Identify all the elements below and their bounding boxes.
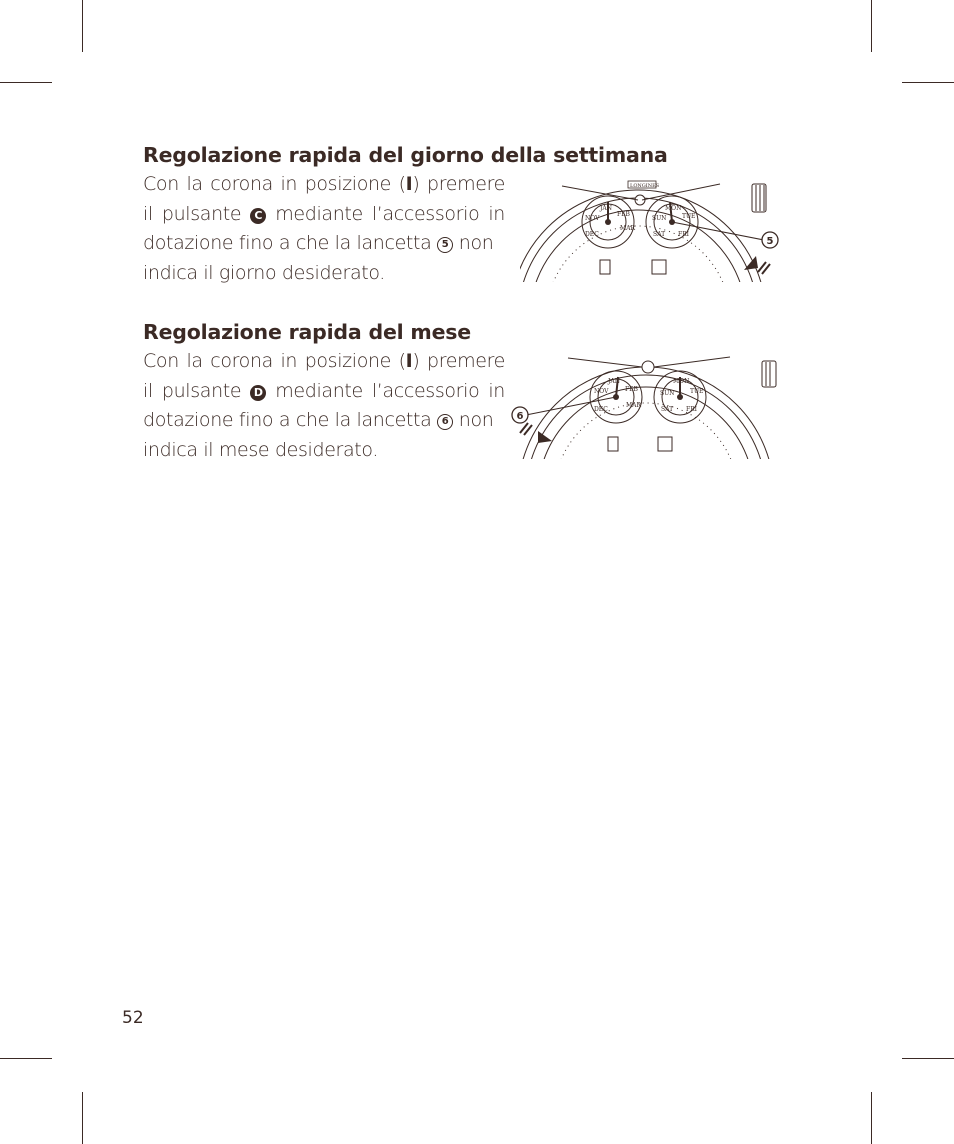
crown-position-glyph: I [405, 173, 413, 195]
crop-mark [82, 1092, 83, 1144]
section-heading: Regolazione rapida del giorno della settimana [143, 143, 668, 167]
text: il pulsante [143, 202, 251, 225]
text: Con la corona in posizione ( [143, 173, 406, 195]
text: il pulsante [143, 379, 251, 402]
text: dotazione fino a che la lancetta [143, 232, 438, 254]
dial-label: TUE [682, 213, 696, 220]
dial-label: FRI [678, 231, 690, 238]
hand-6-icon: 6 [437, 414, 453, 430]
text: indica il giorno desiderato. [143, 261, 385, 284]
callout-number: 5 [766, 236, 774, 247]
hand-5-icon: 5 [437, 237, 453, 253]
dial-label: FEB [617, 211, 630, 218]
button-c-icon: C [250, 208, 266, 224]
watch-dial-illustration [520, 178, 790, 284]
text: mediante l’accessorio in [266, 202, 505, 225]
dial-label: JAN [600, 205, 612, 212]
crop-mark [871, 0, 872, 52]
text: mediante l’accessorio in [266, 379, 505, 402]
dial-label: SUN [660, 390, 675, 397]
dial-label: DEC [585, 231, 599, 238]
dial-label: SUN [652, 215, 667, 222]
dial-label: NOV [594, 388, 609, 395]
dial-label: MON [673, 378, 690, 385]
dial-label: TUE [690, 388, 704, 395]
callout-number: 6 [516, 411, 524, 422]
dial-label: MAR [626, 402, 641, 409]
instruction-paragraph [143, 170, 505, 288]
instruction-paragraph [143, 347, 505, 465]
watch-dial-illustration [508, 355, 790, 461]
crop-mark [82, 0, 83, 52]
button-d-icon: D [250, 385, 266, 401]
section-heading: Regolazione rapida del mese [143, 320, 471, 344]
text: ) premere [412, 173, 506, 195]
dial-label: MON [665, 205, 682, 212]
dial-label: JAN [608, 378, 620, 385]
text: non [453, 232, 494, 254]
crop-mark [0, 1058, 52, 1059]
crown-position-glyph: I [405, 350, 413, 372]
text: non [453, 409, 494, 431]
dial-label: FEB [625, 386, 638, 393]
text: ) premere [412, 350, 506, 372]
press-arrow-icon [520, 423, 552, 443]
text: indica il mese desiderato. [143, 438, 379, 461]
dial-label: MAR [620, 225, 635, 232]
text: Con la corona in posizione ( [143, 350, 406, 372]
dial-label: NOV [585, 215, 600, 222]
text: dotazione fino a che la lancetta [143, 409, 438, 431]
dial-label: DEC [594, 406, 608, 413]
dial-brand: LONGINES [630, 183, 660, 189]
crop-mark [902, 1058, 954, 1059]
dial-label: SAT [653, 231, 666, 238]
dial-label: FRI [686, 406, 698, 413]
page-number: 52 [122, 1008, 144, 1028]
crop-mark [902, 82, 954, 83]
crop-mark [871, 1092, 872, 1144]
dial-label: SAT [661, 406, 674, 413]
crop-mark [0, 82, 52, 83]
